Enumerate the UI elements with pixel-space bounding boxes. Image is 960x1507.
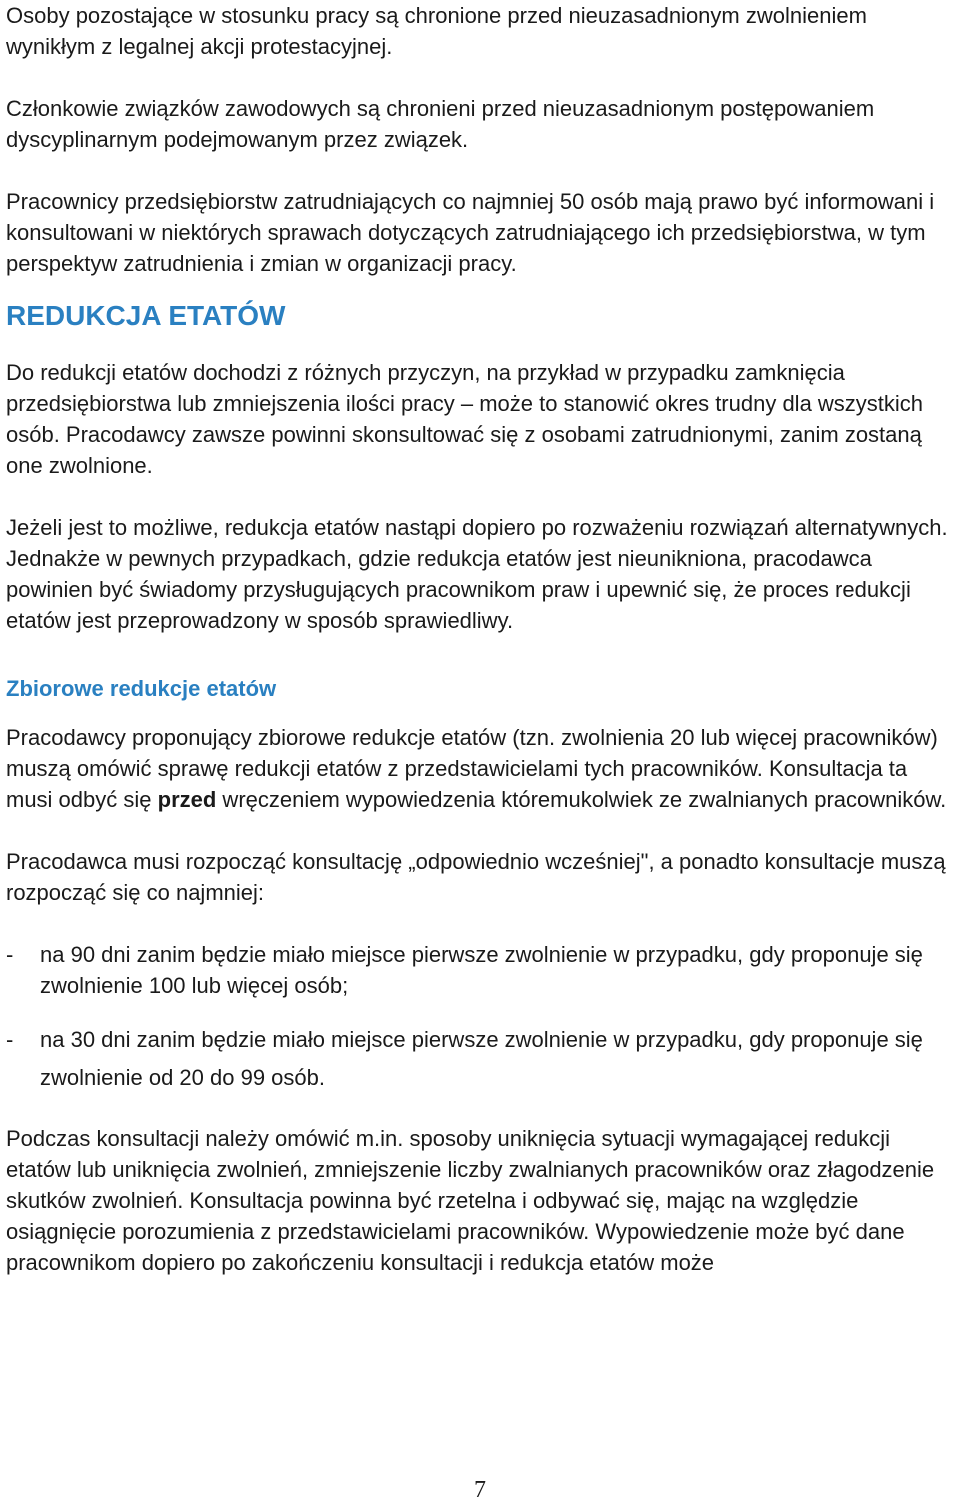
list-dash: - — [6, 942, 14, 967]
list-item — [6, 939, 950, 1001]
document-page — [6, 0, 950, 1278]
subsection-heading-collective-redundancy: Zbiorowe redukcje etatów — [6, 676, 277, 701]
paragraph-redundancy-alternatives: Jeżeli jest to możliwe, redukcja etatów nastąpi dopiero po rozważeniu rozwiązań alternatywnych. Jednakże w pewnych przypadkach, gdzie redukcja etatów jest nieunikniona, pracodawca powinien być świadomy przysługujących pracownikom praw i upewnić się, że proces redukcji etatów jest przeprowadzony w sposób sprawiedliwy. — [6, 515, 948, 633]
paragraph-consultation-scope: Podczas konsultacji należy omówić m.in. sposoby uniknięcia sytuacji wymagającej redukcji etatów lub uniknięcia zwolnień, zmniejszenie liczby zwalnianych pracowników oraz złagodzenie skutków zwolnień. Konsultacja powinna być rzetelna i odbywać się, mając na względzie osiągnięcie porozumienia z przedstawicielami pracowników. Wypowiedzenie może być dane pracownikom dopiero po zakończeniu konsultacji i redukcja etatów może — [6, 1126, 935, 1275]
consultation-deadlines-list — [6, 939, 950, 1097]
list-item — [6, 1021, 950, 1097]
paragraph-strike-protection: Osoby pozostające w stosunku pracy są chronione przed nieuzasadnionym zwolnieniem wynikłym z legalnej akcji protestacyjnej. — [6, 3, 867, 59]
paragraph-collective-consultation — [6, 722, 950, 815]
emphasis-before: przed — [157, 787, 217, 812]
section-heading-redundancy: REDUKCJA ETATÓW — [6, 300, 286, 331]
text-fragment: wręczeniem wypowiedzenia któremukolwiek ze zwalnianych pracowników. — [216, 787, 947, 812]
paragraph-redundancy-intro: Do redukcji etatów dochodzi z różnych przyczyn, na przykład w przypadku zamknięcia przedsiębiorstwa lub zmniejszenia ilości pracy – może to stanowić okres trudny dla wszystkich osób. Pracodawcy zawsze powinni skonsultować się z osobami zatrudnionymi, zanim zostaną one zwolnione. — [6, 360, 924, 478]
paragraph-consultation-rights: Pracownicy przedsiębiorstw zatrudniających co najmniej 50 osób mają prawo być informowani i konsultowani w niektórych sprawach dotyczących zatrudniającego ich przedsiębiorstwa, w tym perspektyw zatrudnienia i zmian w organizacji pracy. — [6, 189, 935, 276]
list-item-text: na 30 dni zanim będzie miało miejsce pierwsze zwolnienie w przypadku, gdy proponuje się zwolnienie od 20 do 99 osób. — [40, 1027, 923, 1090]
list-dash: - — [6, 1027, 14, 1052]
text-fragment: Pracodawcy proponujący zbiorowe redukcje etatów (tzn. zwolnienia 20 lub więcej pracowników) muszą omówić sprawę redukcji etatów z przedstawicielami tych pracowników. Konsultacja ta musi odbyć się — [6, 725, 938, 812]
page-number: 7 — [474, 1477, 486, 1503]
paragraph-consultation-timing: Pracodawca musi rozpocząć konsultację „odpowiednio wcześniej", a ponadto konsultacje muszą rozpocząć się co najmniej: — [6, 849, 946, 905]
list-item-text: na 90 dni zanim będzie miało miejsce pierwsze zwolnienie w przypadku, gdy proponuje się zwolnienie 100 lub więcej osób; — [40, 942, 923, 998]
paragraph-union-members: Członkowie związków zawodowych są chronieni przed nieuzasadnionym postępowaniem dyscyplinarnym podejmowanym przez związek. — [6, 96, 875, 152]
